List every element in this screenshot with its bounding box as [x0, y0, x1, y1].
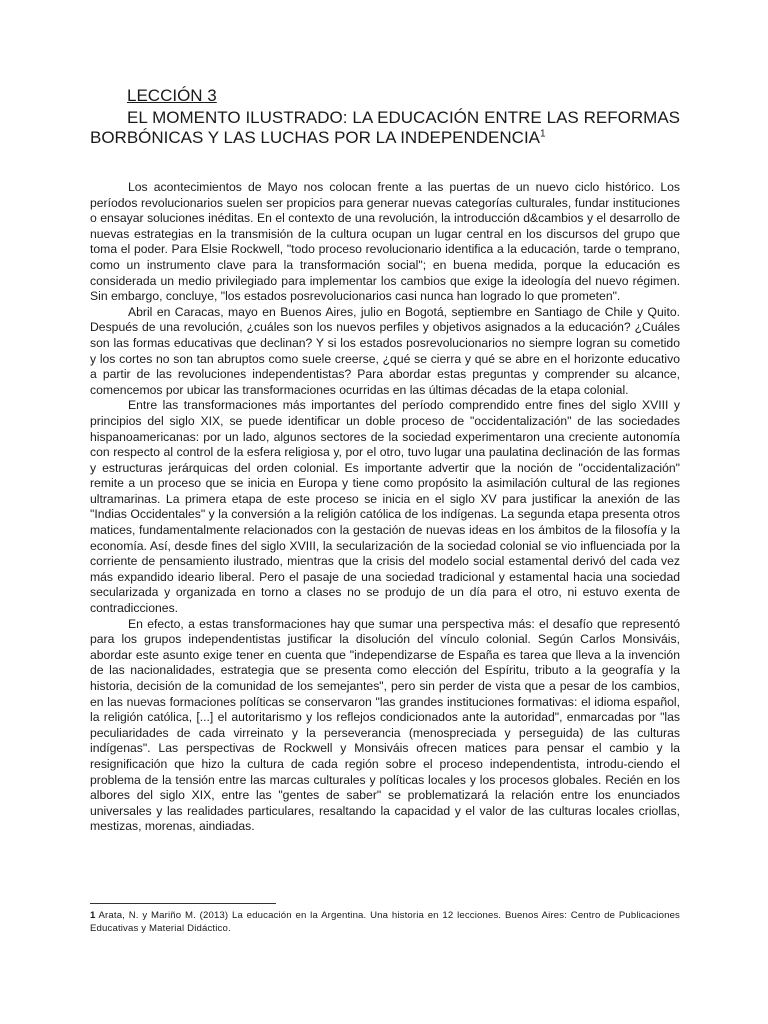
document-page: [90, 86, 680, 835]
footnote-text: Arata, N. y Mariño M. (2013) La educación en la Argentina. Una historia en 12 lecciones. Buenos Aires: Centro de Publicaciones Educativas y Material Didáctico.: [90, 910, 680, 934]
paragraph-4: En efecto, a estas transformaciones hay que sumar una perspectiva más: el desafío que representó para los grupos independentistas justificar la disolución del vínculo colonial. Según Carlos Monsiváis, abordar este asunto exige tener en cuenta que "independizarse de España es tarea que lleva a la invención de las nacionalidades, estrategia que se presenta como elección del Espíritu, tributo a la geografía y la historia, decisión de la comunidad de los semejantes", pero sin perder de vista que a pesar de los cambios, en las nuevas formaciones políticas se conservaron "las grandes instituciones formativas: el idioma español, la religión católica, [...] el autoritarismo y los reflejos condicionados ante la autoridad", enmarcadas por "las peculiaridades de cada virreinato y la perseverancia (menospreciada y perseguida) de las culturas indígenas". Las perspectivas de Rockwell y Monsiváis ofrecen matices para pensar el cambio y la resignificación que hizo la cultura de cada región sobre el proceso independentista, introdu-ciendo el problema de la tensión entre las marcas culturales y políticas locales y los procesos globales. Recién en los albores del siglo XIX, entre las "gentes de saber" se problematizará la relación entre los enunciados universales y las realidades particulares, resaltando la capacidad y el valor de las culturas locales criollas, mestizas, morenas, aindiadas.: [90, 616, 680, 834]
paragraph-1: Los acontecimientos de Mayo nos colocan frente a las puertas de un nuevo ciclo histórico. Los períodos revolucionarios suelen ser propicios para generar nuevas categorías culturales, fundar instituciones o ensayar soluciones inéditas. En el contexto de una revolución, la introducción d&cambios y el desarrollo de nuevas estrategias en la transmisión de la cultura ocupan un lugar central en los discursos del grupo que toma el poder. Para Elsie Rockwell, "todo proceso revolucionario identifica a la educación, tarde o temprano, como un instrumento clave para la transformación social"; en buena medida, porque la educación es considerada un medio privilegiado para implementar los cambios que exige la ideología del nuevo régimen. Sin embargo, concluye, "los estados posrevolucionarios casi nunca han logrado lo que prometen".: [90, 180, 680, 304]
footnote-divider: [90, 903, 276, 904]
body-text: [90, 180, 680, 835]
footnote-mark: 1: [90, 910, 96, 921]
paragraph-2: Abril en Caracas, mayo en Buenos Aires, julio en Bogotá, septiembre en Santiago de Chile y Quito. Después de una revolución, ¿cuáles son los nuevos perfiles y objetivos asignados a la educación? ¿Cuáles son las formas educativas que declinan? Y si los estados posrevolucionarios no siempre logran su cometido y los cortes no son tan abruptos como suele creerse, ¿qué se cierra y qué se abre en el horizonte educativo a partir de las revoluciones independentistas? Para abordar estas preguntas y comprender su alcance, comencemos por ubicar las transformaciones ocurridas en las últimas décadas de la etapa colonial.: [90, 304, 680, 397]
title-text: EL MOMENTO ILUSTRADO: LA EDUCACIÓN ENTRE LAS REFORMAS BORBÓNICAS Y LAS LUCHAS POR LA INDEPENDENCIA: [90, 108, 680, 147]
footnote: [90, 909, 680, 935]
footnote-reference: 1: [540, 128, 546, 140]
lesson-heading: LECCIÓN 3: [127, 86, 217, 105]
paragraph-3: Entre las transformaciones más importantes del período comprendido entre fines del siglo XVIII y principios del siglo XIX, se puede identificar un doble proceso de "occidentalización" de las sociedades hispanoamericanas: por un lado, algunos sectores de la sociedad experimentaron una creciente autonomía con respecto al control de la esfera religiosa y, por el otro, tuvo lugar una paulatina declinación de las formas y estructuras jerárquicas del orden colonial. Es importante advertir que la noción de "occidentalización" remite a un proceso que se inicia en Europa y tiene como propósito la asimilación cultural de las regiones ultramarinas. La primera etapa de este proceso se inicia en el siglo XV para justificar la anexión de las "Indias Occidentales" y la conversión a la religión católica de los indígenas. La segunda etapa presenta otros matices, fundamentalmente relacionados con la gestación de nuevas ideas en los ámbitos de la filosofía y la economía. Así, desde fines del siglo XVIII, la secularización de la sociedad colonial se vio influenciada por la corriente de pensamiento ilustrado, mientras que la crisis del modelo social estamental derivó del cada vez más expandido ideario liberal. Pero el pasaje de una sociedad tradicional y estamental hacia una sociedad secularizada y organizada en torno a clases no se produjo de un día para el otro, ni estuvo exenta de contradicciones.: [90, 398, 680, 616]
page-title: [90, 108, 680, 148]
